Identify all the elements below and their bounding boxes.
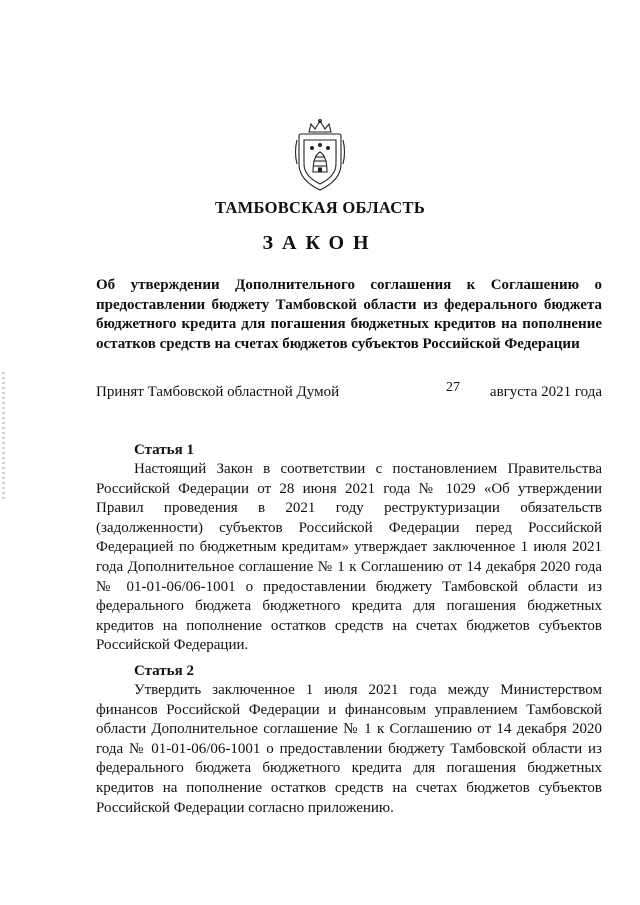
region-title: ТАМБОВСКАЯ ОБЛАСТЬ (214, 198, 426, 217)
article-text: Настоящий Закон в соответствии с постановлением Правительства Российской Федерации от 28 июня 2021 года № 1029 «Об утверждении Правил проведения в 2021 году реструктуризации обязательств (задолженности) субъектов Российской Федерации перед Российской Федерацией по бюджетным кредитам» утверждает заключенное 1 июля 2021 года Дополнительное соглашение № 1 к Соглашению от 14 декабря 2020 года № 01-01-06/06-1001 о предоставлении бюджету Тамбовской области из федерального бюджета бюджетного кредита для погашения бюджетных кредитов на пополнение остатков средств на счетах бюджетов субъектов Российской Федерации. (96, 461, 602, 654)
article-2 (96, 662, 602, 818)
adoption-label: Принят Тамбовской областной Думой (96, 384, 340, 400)
law-title: Об утверждении Дополнительного соглашения к Соглашению о предоставлении бюджету Тамбовской области из федерального бюджета бюджетного кредита для погашения бюджетных кредитов на пополнение остатков средств на счетах бюджетов субъектов Российской Федерации (96, 277, 602, 352)
coat-of-arms-icon (291, 118, 349, 194)
article-text: Утвердить заключенное 1 июля 2021 года между Министерством финансов Российской Федерации и финансовым управлением Тамбовской области Дополнительное соглашение № 1 к Соглашению от 14 декабря 2020 года № 01-01-06/06-1001 о предоставлении бюджету Тамбовской области из федерального бюджета бюджетного кредита для погашения бюджетных кредитов на пополнение остатков средств на счетах бюджетов субъектов Российской Федерации согласно приложению. (96, 682, 602, 816)
adoption-line (96, 380, 602, 404)
article-heading: Статья 2 (134, 663, 194, 679)
adoption-day: 27 (446, 380, 460, 395)
article-heading: Статья 1 (134, 442, 194, 458)
scan-margin-marks (2, 372, 5, 502)
adoption-month-year: августа 2021 года (489, 384, 602, 400)
article-1 (96, 441, 602, 656)
law-heading: ЗАКОН (262, 232, 378, 254)
